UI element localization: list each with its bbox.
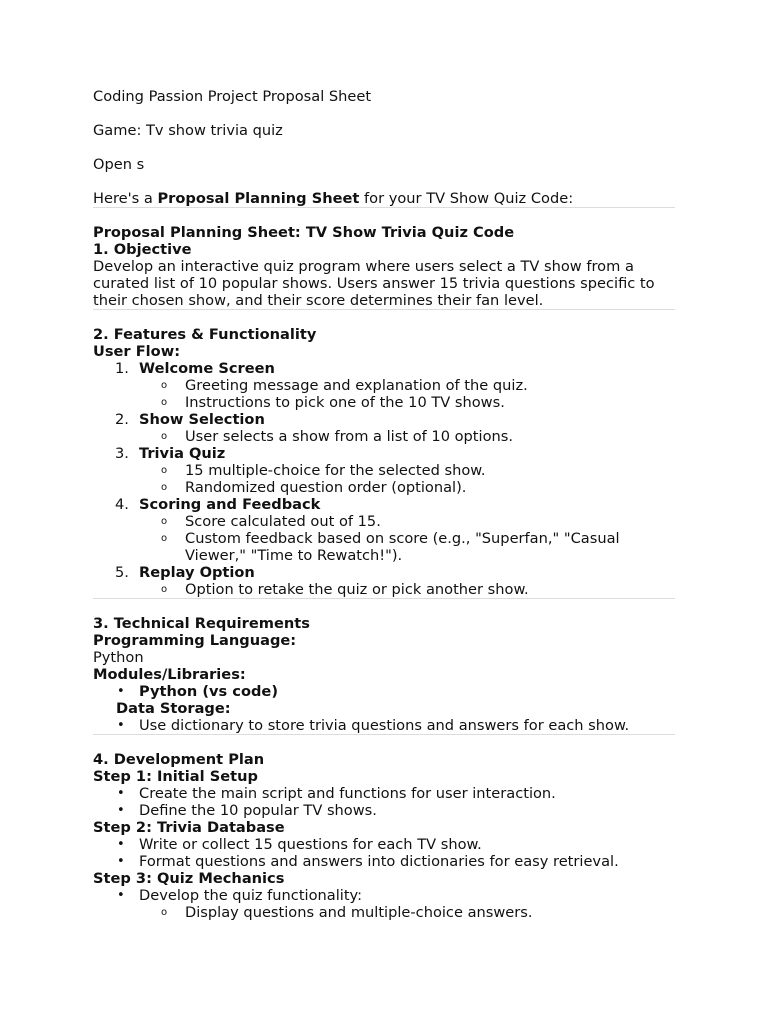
circle-bullet-icon: o — [161, 465, 168, 476]
list-item-text: Define the 10 popular TV shows. — [139, 802, 377, 819]
circle-bullet-icon: o — [161, 516, 168, 527]
step-title: Trivia Quiz — [139, 445, 226, 462]
list-item-text: Format questions and answers into dictionaries for easy retrieval. — [139, 853, 619, 870]
sheet-title: Proposal Planning Sheet: TV Show Trivia Quiz Code — [93, 224, 515, 241]
sub-item — [139, 377, 675, 394]
step3-list — [93, 887, 675, 921]
open-line: Open s — [93, 156, 145, 173]
circle-bullet-icon: o — [161, 533, 168, 544]
bullet-icon: • — [117, 786, 125, 801]
user-flow-label: User Flow: — [93, 343, 181, 360]
storage-label: Data Storage: — [116, 700, 231, 717]
flow-step — [93, 360, 675, 411]
intro-bold: Proposal Planning Sheet — [157, 190, 360, 207]
step-title: Scoring and Feedback — [139, 496, 321, 513]
objective-text: Develop an interactive quiz program where users select a TV show from a curated list of 10 popular shows. Users answer 15 trivia questions specific to their chosen show, and their score determines their fan level. — [93, 258, 655, 309]
sub-item-text: Option to retake the quiz or pick another show. — [185, 581, 529, 598]
step-number: 5. — [115, 564, 129, 581]
circle-bullet-icon: o — [161, 482, 168, 493]
flow-step — [93, 411, 675, 445]
list-item-text: Python (vs code) — [139, 683, 278, 700]
step2-label: Step 2: Trivia Database — [93, 819, 285, 836]
step-title: Show Selection — [139, 411, 265, 428]
objective-heading: 1. Objective — [93, 241, 192, 258]
step-sublist — [139, 462, 675, 496]
step-sublist — [139, 377, 675, 411]
features-heading: 2. Features & Functionality — [93, 326, 317, 343]
technical-heading: 3. Technical Requirements — [93, 615, 310, 632]
list-item — [93, 853, 675, 870]
step-number: 3. — [115, 445, 129, 462]
circle-bullet-icon: o — [161, 431, 168, 442]
sub-item — [139, 462, 675, 479]
bullet-icon: • — [117, 718, 125, 733]
bullet-icon: • — [117, 684, 125, 699]
game-line: Game: Tv show trivia quiz — [93, 122, 283, 139]
intro-line — [93, 190, 675, 207]
sub-item — [139, 581, 675, 598]
circle-bullet-icon: o — [161, 584, 168, 595]
modules-label: Modules/Libraries: — [93, 666, 246, 683]
development-heading: 4. Development Plan — [93, 751, 265, 768]
sub-item-text: Greeting message and explanation of the quiz. — [185, 377, 528, 394]
sub-item-text: 15 multiple-choice for the selected show. — [185, 462, 486, 479]
list-item — [93, 887, 675, 921]
user-flow-list — [93, 360, 675, 598]
step1-list — [93, 785, 675, 819]
circle-bullet-icon: o — [161, 907, 168, 918]
list-item-text: Write or collect 15 questions for each TV show. — [139, 836, 482, 853]
step-title: Replay Option — [139, 564, 255, 581]
sub-item — [139, 530, 675, 564]
bullet-icon: • — [117, 803, 125, 818]
sub-item-text: Custom feedback based on score (e.g., "Superfan," "Casual Viewer," "Time to Rewatch!"). — [185, 530, 620, 564]
sub-item-text: Randomized question order (optional). — [185, 479, 467, 496]
intro-suffix: for your TV Show Quiz Code: — [359, 190, 574, 207]
circle-bullet-icon: o — [161, 380, 168, 391]
step-number: 4. — [115, 496, 129, 513]
sub-item — [139, 904, 675, 921]
sub-item-text: Display questions and multiple-choice answers. — [185, 904, 533, 921]
step2-list — [93, 836, 675, 870]
circle-bullet-icon: o — [161, 397, 168, 408]
flow-step — [93, 564, 675, 598]
step3-sublist — [139, 904, 675, 921]
document-title: Coding Passion Project Proposal Sheet — [93, 88, 372, 105]
list-item-text: Develop the quiz functionality: — [139, 887, 363, 904]
list-item — [93, 785, 675, 802]
step-number: 2. — [115, 411, 129, 428]
bullet-icon: • — [117, 837, 125, 852]
list-item — [93, 683, 675, 700]
sub-item-text: User selects a show from a list of 10 options. — [185, 428, 514, 445]
document-page — [93, 88, 675, 921]
modules-list — [93, 683, 675, 700]
step1-label: Step 1: Initial Setup — [93, 768, 258, 785]
list-item-text: Use dictionary to store trivia questions and answers for each show. — [139, 717, 630, 734]
flow-step — [93, 496, 675, 564]
step3-label: Step 3: Quiz Mechanics — [93, 870, 285, 887]
list-item — [93, 836, 675, 853]
step-sublist — [139, 581, 675, 598]
storage-list — [93, 717, 675, 734]
step-sublist — [139, 428, 675, 445]
step-sublist — [139, 513, 675, 564]
bullet-icon: • — [117, 854, 125, 869]
language-value: Python — [93, 649, 144, 666]
sub-item — [139, 428, 675, 445]
step-title: Welcome Screen — [139, 360, 275, 377]
flow-step — [93, 445, 675, 496]
list-item-text: Create the main script and functions for user interaction. — [139, 785, 556, 802]
list-item — [93, 717, 675, 734]
list-item — [93, 802, 675, 819]
sub-item — [139, 394, 675, 411]
sub-item-text: Instructions to pick one of the 10 TV shows. — [185, 394, 505, 411]
sub-item — [139, 513, 675, 530]
bullet-icon: • — [117, 888, 125, 903]
language-label: Programming Language: — [93, 632, 297, 649]
sub-item-text: Score calculated out of 15. — [185, 513, 381, 530]
intro-prefix: Here's a — [93, 190, 158, 207]
sub-item — [139, 479, 675, 496]
step-number: 1. — [115, 360, 129, 377]
